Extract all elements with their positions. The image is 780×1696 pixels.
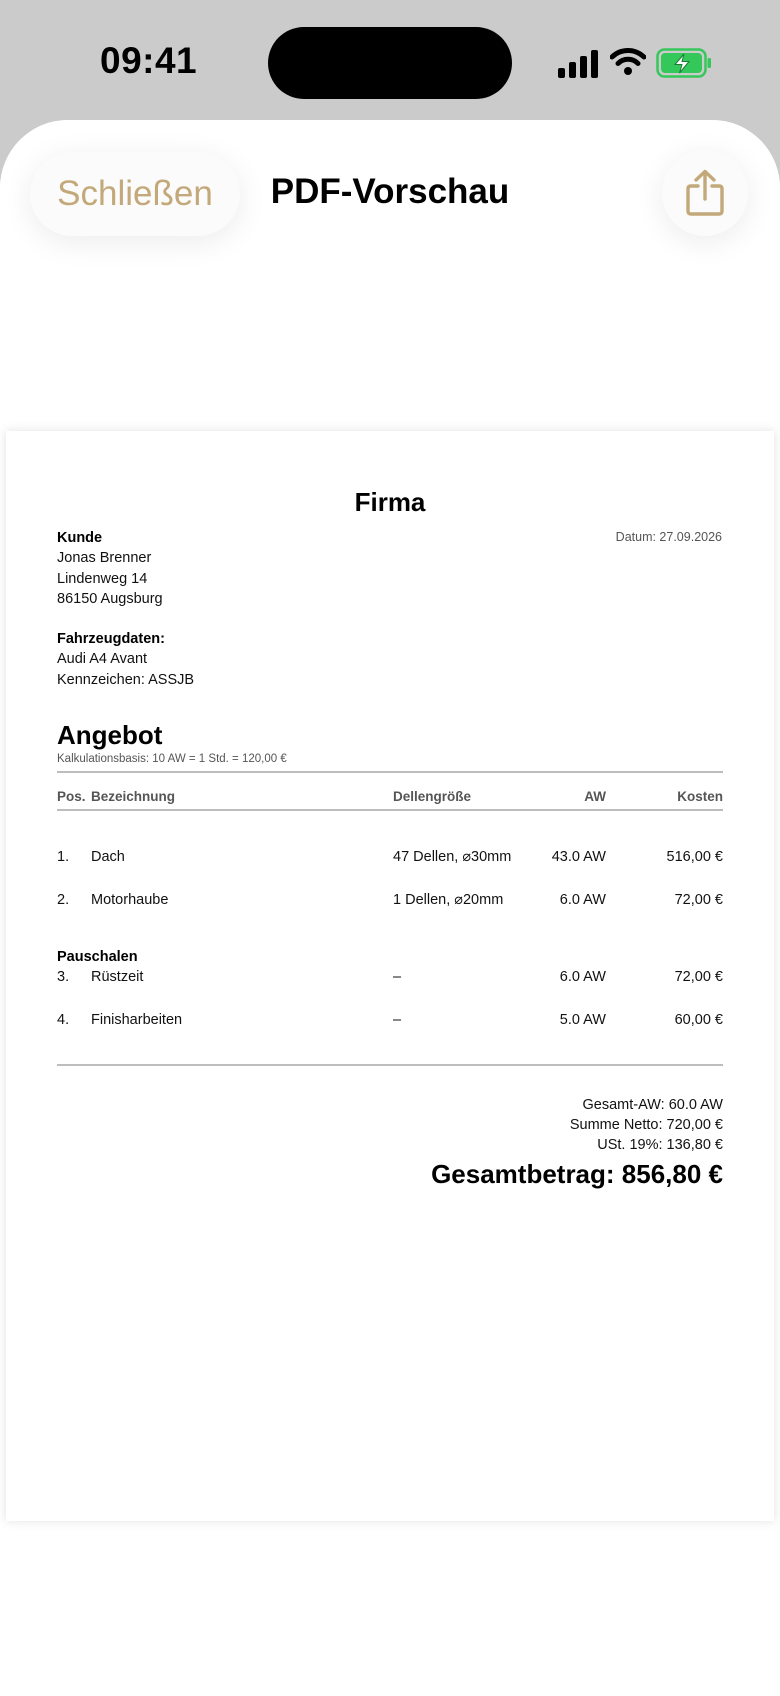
customer-heading: Kunde: [57, 530, 103, 546]
net-sum: Summe Netto: 720,00 €: [569, 1117, 723, 1133]
pdf-page: [6, 431, 774, 1521]
vehicle-heading: Fahrzeugdaten:: [57, 631, 165, 647]
row-1-cost: 516,00 €: [666, 849, 723, 865]
vehicle-model: Audi A4 Avant: [57, 651, 148, 667]
column-header-description: Bezeichnung: [91, 789, 176, 804]
battery-charging-icon: [656, 48, 712, 78]
row-2-cost: 72,00 €: [674, 892, 723, 908]
vat-amount: USt. 19%: 136,80 €: [597, 1137, 723, 1153]
row-4-cost: 60,00 €: [674, 1012, 723, 1028]
pdf-preview-sheet: [0, 120, 780, 1696]
row-2-aw: 6.0 AW: [559, 892, 606, 908]
dynamic-island: [268, 27, 512, 99]
column-header-cost: Kosten: [677, 789, 723, 804]
row-4-aw: 5.0 AW: [559, 1012, 606, 1028]
column-header-aw: AW: [584, 789, 606, 804]
row-3-pos: 3.: [57, 969, 70, 985]
customer-city: 86150 Augsburg: [57, 591, 163, 607]
row-2-description: Motorhaube: [91, 892, 169, 908]
column-header-dent-size: Dellengröße: [393, 789, 472, 804]
row-2-pos: 2.: [57, 892, 70, 908]
total-aw: Gesamt-AW: 60.0 AW: [582, 1097, 723, 1113]
row-4-description: Finisharbeiten: [91, 1012, 183, 1028]
row-1-dent-size: 47 Dellen, ⌀30mm: [393, 849, 512, 865]
row-3-description: Rüstzeit: [91, 969, 144, 985]
cellular-signal-icon: [558, 50, 598, 78]
status-time: 09:41: [100, 40, 198, 81]
page-title: PDF-Vorschau: [270, 172, 510, 211]
share-button[interactable]: [662, 150, 748, 236]
vehicle-plate: Kennzeichen: ASSJB: [57, 672, 195, 688]
share-icon: [685, 169, 725, 217]
row-1-aw: 43.0 AW: [551, 849, 606, 865]
flat-rate-heading: Pauschalen: [57, 949, 138, 965]
row-3-cost: 72,00 €: [674, 969, 723, 985]
close-button[interactable]: Schließen: [30, 152, 240, 236]
grand-total: Gesamtbetrag: 856,80 €: [431, 1159, 723, 1189]
table-header-divider: [57, 809, 723, 811]
customer-street: Lindenweg 14: [57, 571, 148, 587]
row-1-pos: 1.: [57, 849, 70, 865]
row-4-pos: 4.: [57, 1012, 70, 1028]
offer-title: Angebot: [57, 720, 163, 750]
navigation-bar: [0, 120, 780, 360]
document-date: Datum: 27.09.2026: [615, 530, 722, 544]
status-bar: [0, 0, 780, 120]
calculation-basis: Kalkulationsbasis: 10 AW = 1 Std. = 120,00 €: [57, 753, 287, 765]
column-header-pos: Pos.: [57, 789, 86, 804]
table-bottom-divider: [57, 1064, 723, 1066]
customer-name: Jonas Brenner: [57, 550, 152, 566]
row-4-dent-size: –: [393, 1012, 402, 1028]
company-name: Firma: [354, 487, 426, 517]
wifi-icon: [610, 46, 646, 76]
row-3-aw: 6.0 AW: [559, 969, 606, 985]
table-top-divider: [57, 771, 723, 773]
row-3-dent-size: –: [393, 969, 402, 985]
row-2-dent-size: 1 Dellen, ⌀20mm: [393, 892, 504, 908]
row-1-description: Dach: [91, 849, 125, 865]
